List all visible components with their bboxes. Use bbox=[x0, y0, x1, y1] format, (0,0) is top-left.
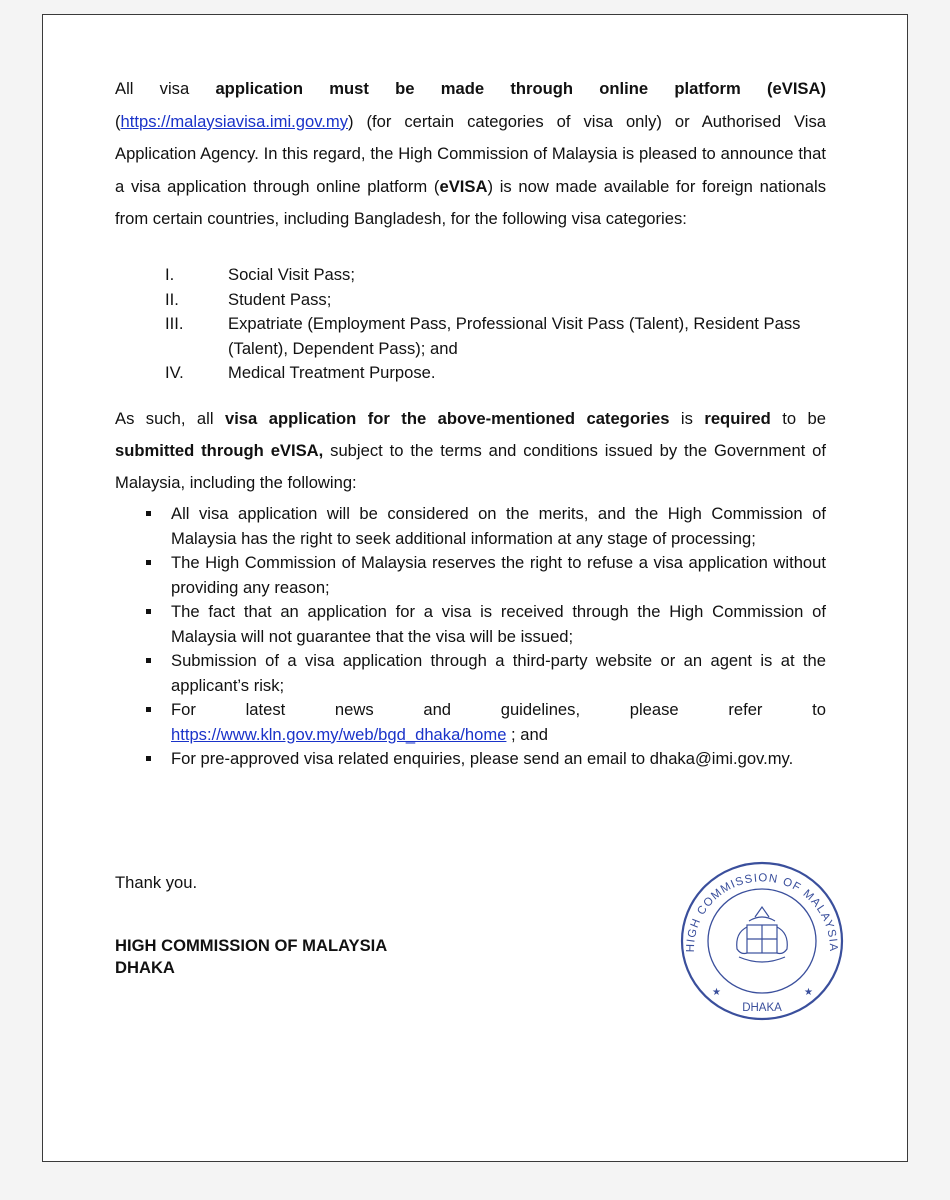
signature-line: DHAKA bbox=[115, 958, 175, 977]
evisa-link[interactable]: https://malaysiavisa.imi.gov.my bbox=[120, 111, 348, 131]
bullet-icon bbox=[146, 707, 151, 712]
conditions-text: is bbox=[669, 409, 705, 428]
closing-text: Thank you. bbox=[115, 873, 198, 892]
list-item bbox=[115, 649, 826, 698]
bullet-icon bbox=[146, 511, 151, 516]
list-text: The fact that an application for a visa is received through the High Commission of Malaysia will not guarantee that the visa will be issued; bbox=[171, 602, 826, 646]
email-address: dhaka@imi.gov.my bbox=[649, 749, 789, 768]
intro-text: ( bbox=[115, 111, 121, 131]
coat-of-arms-icon bbox=[737, 907, 788, 962]
list-item bbox=[115, 263, 826, 288]
list-text: The High Commission of Malaysia reserves the right to refuse a visa application without providing any reason; bbox=[171, 553, 826, 597]
intro-bold: application must be made through online platform (eVISA) bbox=[215, 79, 827, 98]
list-number: IV. bbox=[165, 363, 184, 382]
intro-text: ) is now made available for foreign nationals from certain countries, including Bangladesh, for the following visa categories: bbox=[115, 176, 826, 228]
conditions-paragraph bbox=[115, 403, 826, 499]
star-icon: ★ bbox=[712, 987, 721, 998]
list-item bbox=[115, 361, 826, 386]
letter-page bbox=[42, 14, 908, 1162]
list-text: All visa application will be considered on the merits, and the High Commission of Malaysia has the right to seek additional information at any stage of processing; bbox=[171, 504, 826, 548]
bullet-icon bbox=[146, 560, 151, 565]
bullet-icon bbox=[146, 658, 151, 663]
intro-text: ) or Authorised Visa Application Agency. In this regard, the High Commission of Malaysia is pleased to announce that a visa application through online platform ( bbox=[115, 111, 826, 196]
list-number: II. bbox=[165, 289, 179, 309]
signature-line: HIGH COMMISSION OF MALAYSIA bbox=[115, 936, 388, 955]
list-item bbox=[115, 288, 826, 313]
star-icon: ★ bbox=[804, 987, 813, 998]
conditions-bold: submitted through eVISA, bbox=[115, 441, 324, 460]
evisa-bold: eVISA bbox=[439, 176, 488, 196]
list-item bbox=[115, 698, 826, 747]
conditions-bold: visa application for the above-mentioned categories bbox=[224, 409, 670, 428]
list-item bbox=[115, 600, 826, 649]
list-text: Medical Treatment Purpose. bbox=[228, 363, 436, 382]
intro-text: ) (for certain categories of visa only bbox=[348, 111, 657, 131]
list-item bbox=[115, 551, 826, 600]
list-item bbox=[115, 312, 826, 361]
list-number: III. bbox=[165, 314, 184, 333]
conditions-bold: required bbox=[704, 409, 771, 428]
list-text: . bbox=[788, 749, 794, 768]
list-text: Student Pass; bbox=[228, 289, 332, 309]
kln-link[interactable]: https://www.kln.gov.my/web/bgd_dhaka/home bbox=[171, 724, 507, 744]
list-text: Submission of a visa application through a third-party website or an agent is at the applicant’s risk; bbox=[171, 651, 826, 695]
conditions-text: subject to the terms and conditions issued by the Government of Malaysia, including the following: bbox=[115, 441, 826, 492]
bullet-icon bbox=[146, 756, 151, 761]
signature-block bbox=[115, 935, 387, 979]
list-item bbox=[115, 502, 826, 551]
bullet-icon bbox=[146, 609, 151, 614]
conditions-text: to be bbox=[770, 409, 826, 428]
intro-text: All visa bbox=[115, 79, 216, 98]
list-text: For pre-approved visa related enquiries, please send an email to bbox=[171, 749, 650, 768]
stamp-dhaka-text: DHAKA bbox=[742, 1002, 782, 1014]
conditions-text: As such, all bbox=[115, 409, 225, 428]
visa-category-list bbox=[115, 263, 826, 386]
list-item bbox=[115, 747, 826, 772]
intro-paragraph bbox=[115, 73, 826, 236]
conditions-list bbox=[115, 502, 826, 772]
list-number: I. bbox=[165, 265, 175, 284]
list-text: Expatriate (Employment Pass, Professional Visit Pass (Talent), Resident Pass (Talent), Dependent Pass); and bbox=[228, 314, 801, 358]
official-stamp bbox=[677, 855, 847, 1025]
list-text: Social Visit Pass; bbox=[228, 265, 355, 284]
stamp-text: HIGH COMMISSION OF MALAYSIA bbox=[684, 872, 840, 953]
list-text: ; and bbox=[506, 724, 548, 744]
list-text: For latest news and guidelines, please refer to bbox=[171, 700, 826, 719]
